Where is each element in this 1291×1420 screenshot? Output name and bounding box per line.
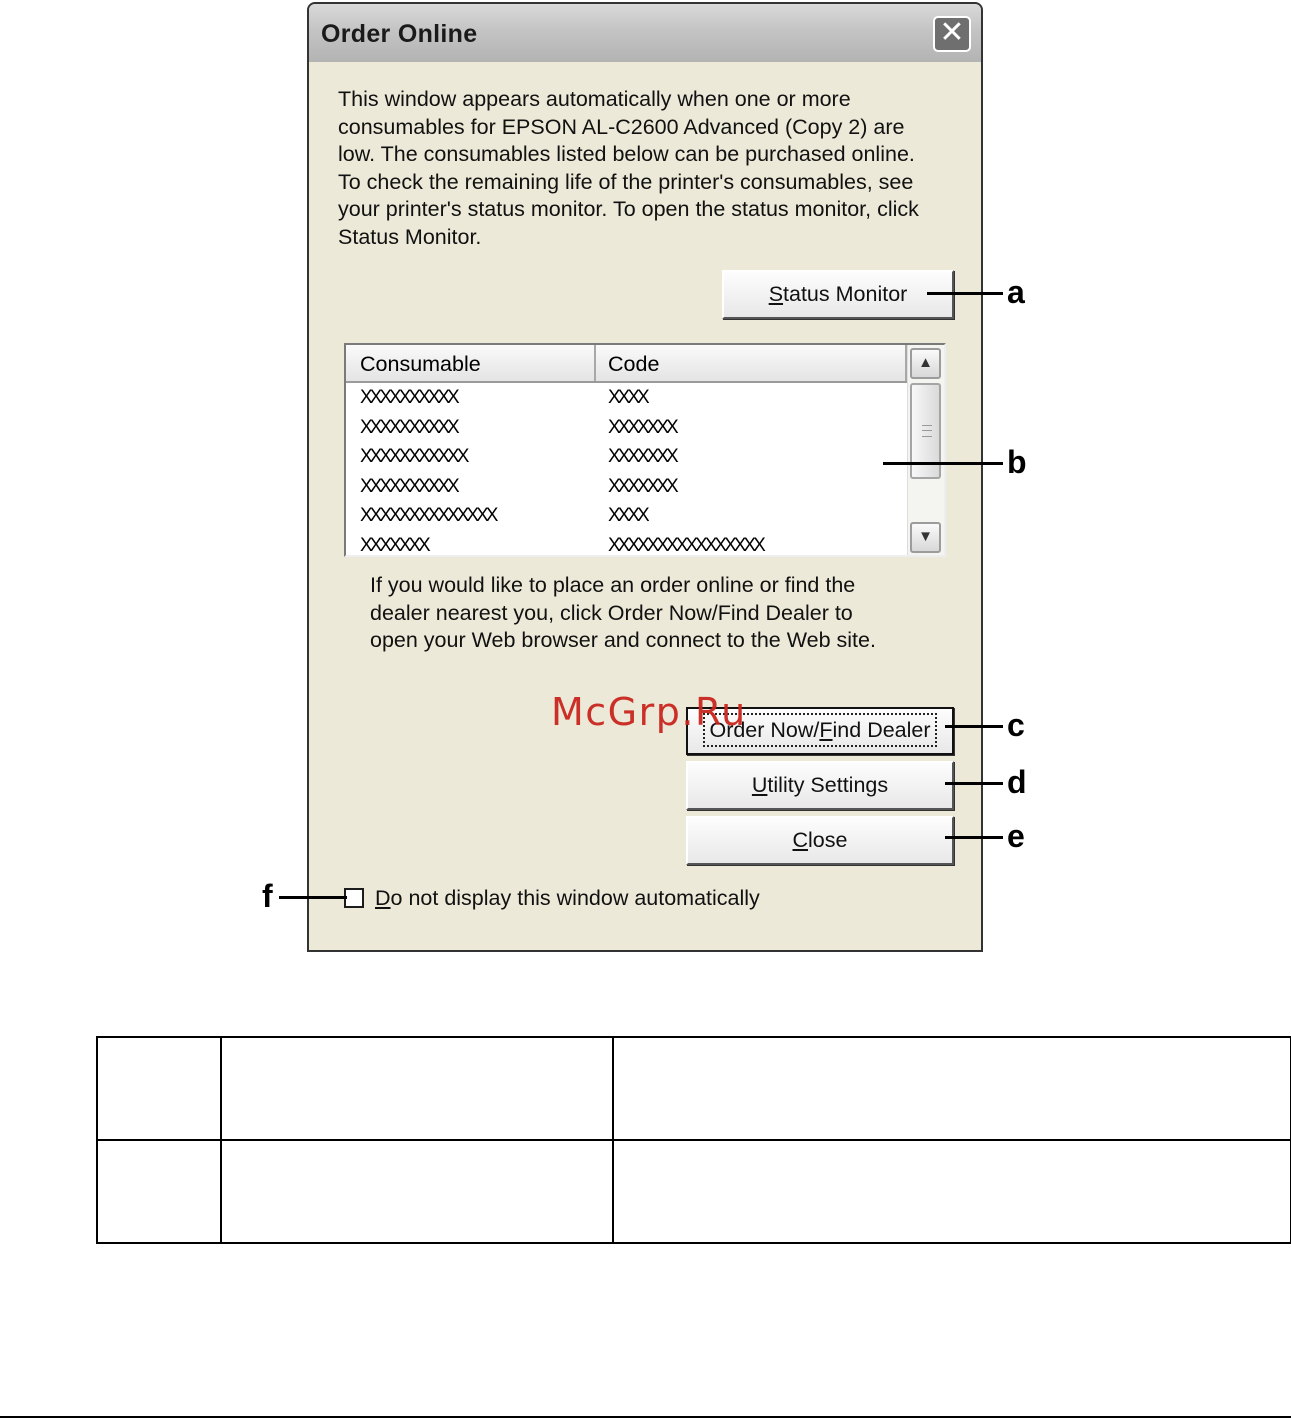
- close-mnemonic: C: [792, 828, 809, 852]
- code-cell: XXXXXXX: [608, 446, 676, 467]
- column-header-consumable[interactable]: Consumable: [346, 345, 596, 381]
- table-cell: [613, 1140, 1291, 1243]
- callout-label-f: f: [262, 878, 273, 914]
- code-cell: XXXXXXX: [608, 416, 676, 438]
- table-cell: [613, 1037, 1291, 1140]
- utility-label: tility Settings: [767, 773, 889, 797]
- table-cell: [221, 1037, 613, 1140]
- list-item[interactable]: [346, 413, 907, 443]
- order-label-before: Order Now/: [709, 718, 820, 742]
- scroll-down-arrow-icon[interactable]: ▼: [910, 522, 941, 553]
- document-table: [96, 1036, 1291, 1244]
- callout-line-c: [945, 725, 1003, 728]
- callout-line-d: [945, 782, 1003, 785]
- code-cell: XXXX: [608, 505, 647, 526]
- status-monitor-mnemonic: S: [768, 282, 784, 306]
- close-label: lose: [808, 828, 848, 852]
- scroll-up-arrow-icon[interactable]: ▲: [910, 348, 941, 379]
- code-cell: XXXXXXXXXXXXXXXX: [608, 534, 763, 556]
- close-window-icon[interactable]: ✕: [933, 16, 971, 52]
- callout-line-f: [279, 896, 347, 899]
- utility-settings-button[interactable]: [686, 761, 954, 810]
- utility-mnemonic: U: [751, 773, 768, 797]
- do-not-display-label[interactable]: [375, 886, 760, 911]
- list-header: [346, 345, 907, 383]
- code-cell: XXXXXXX: [608, 475, 676, 497]
- status-monitor-label: tatus Monitor: [783, 282, 908, 306]
- callout-line-e: [945, 836, 1003, 839]
- consumable-cell: XXXXXXXXXX: [360, 387, 457, 408]
- callout-line-b: [883, 462, 1003, 465]
- vertical-scrollbar[interactable]: [907, 345, 944, 555]
- callout-label-d: d: [1007, 764, 1027, 800]
- column-header-code[interactable]: Code: [596, 345, 907, 381]
- order-label-mnemonic: F: [819, 718, 833, 742]
- consumable-cell: XXXXXXXXXXXXXX: [360, 505, 496, 526]
- table-row: [97, 1140, 1291, 1243]
- close-button[interactable]: [686, 816, 954, 865]
- table-row: [97, 1037, 1291, 1140]
- list-item[interactable]: [346, 442, 907, 472]
- code-cell: XXXX: [608, 387, 647, 408]
- order-online-window: [307, 2, 983, 952]
- do-not-display-checkbox[interactable]: [344, 888, 364, 908]
- checkbox-mnemonic: D: [375, 886, 391, 910]
- callout-label-a: a: [1007, 274, 1025, 310]
- checkbox-label-text: o not display this window automatically: [390, 886, 760, 910]
- order-instructions-text: If you would like to place an order online or find the dealer nearest you, click Order Now/Find Dealer to open your Web browser and connect to the Web site.: [370, 573, 876, 652]
- list-item[interactable]: [346, 383, 907, 413]
- consumable-cell: XXXXXXXXXX: [360, 475, 457, 497]
- order-label-after: ind Dealer: [832, 718, 931, 742]
- table-cell: [97, 1037, 221, 1140]
- table-cell: [97, 1140, 221, 1243]
- callout-line-a: [927, 292, 1003, 295]
- consumable-cell: XXXXXXX: [360, 534, 428, 556]
- table-cell: [221, 1140, 613, 1243]
- list-rows: [346, 383, 907, 557]
- consumable-cell: XXXXXXXXXXX: [360, 446, 467, 467]
- title-bar[interactable]: [309, 4, 981, 62]
- callout-label-e: e: [1007, 818, 1025, 854]
- intro-text: This window appears automatically when one or more consumables for EPSON AL-C2600 Advanced (Copy 2) are low. The consumables listed below can be purchased online. To check the remaining life of the printer's consumables, see your printer's status monitor. To open the status monitor, click Status Monitor.: [338, 87, 919, 249]
- consumable-cell: XXXXXXXXXX: [360, 416, 457, 438]
- callout-label-b: b: [1007, 444, 1027, 480]
- watermark: McGrp.Ru: [551, 690, 747, 734]
- status-monitor-button[interactable]: [722, 270, 954, 319]
- consumables-list[interactable]: [344, 343, 946, 557]
- list-item[interactable]: [346, 531, 907, 558]
- grip-icon: [922, 425, 932, 437]
- callout-label-c: c: [1007, 707, 1025, 743]
- list-item[interactable]: [346, 472, 907, 502]
- bottom-rule: [0, 1416, 1291, 1418]
- window-title: Order Online: [321, 20, 478, 48]
- list-item[interactable]: [346, 501, 907, 531]
